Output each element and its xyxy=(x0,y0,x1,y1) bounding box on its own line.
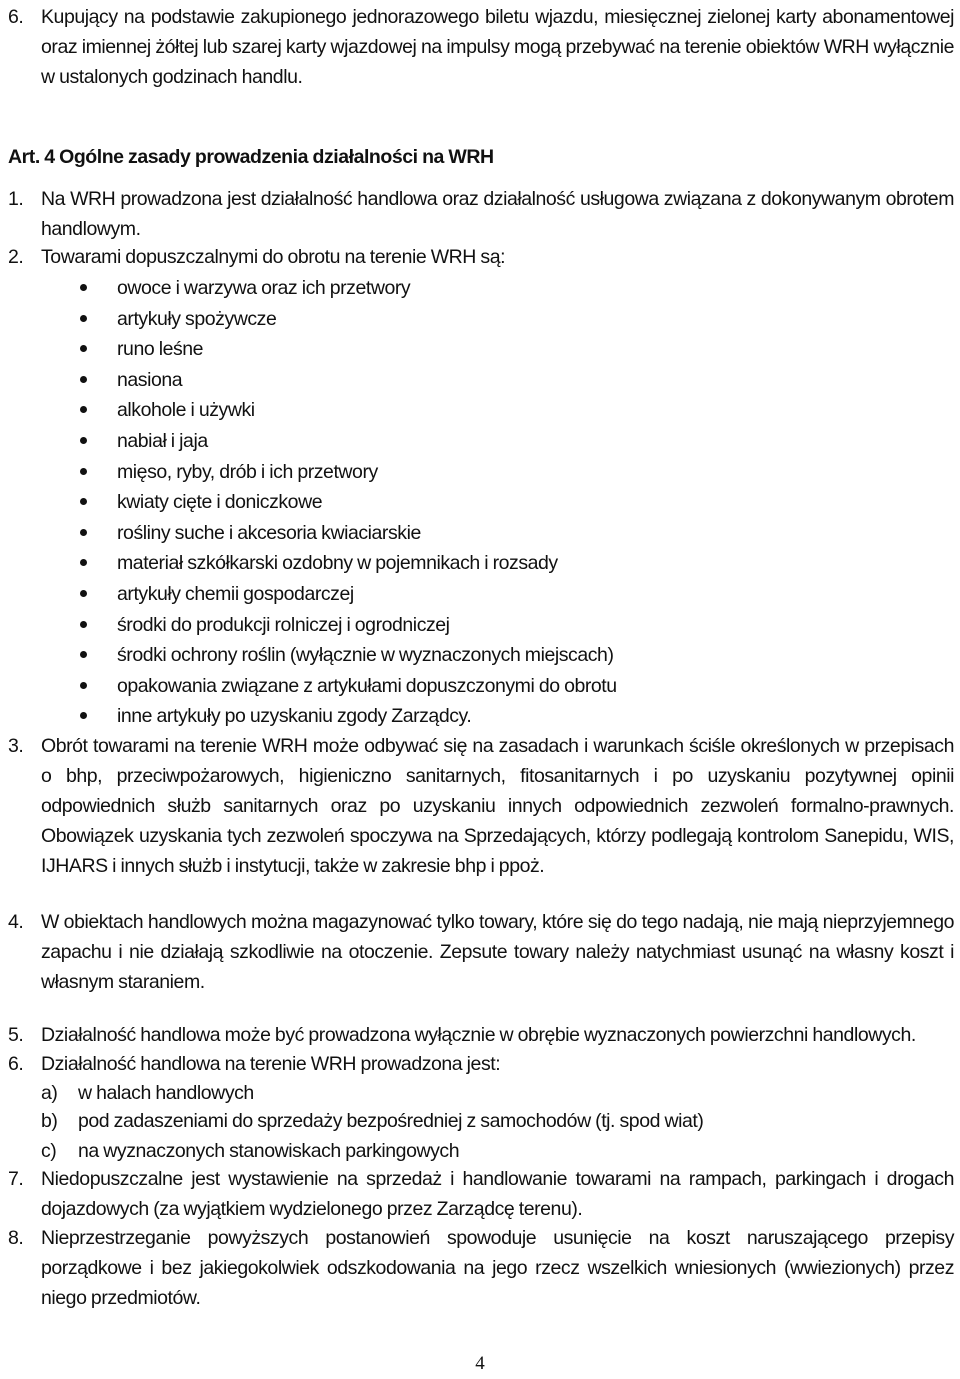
item-number: 1. xyxy=(8,188,24,210)
list-item: artykuły chemii gospodarczej xyxy=(80,579,617,610)
list-item: inne artykuły po uzyskaniu zgody Zarządcy. xyxy=(80,701,617,732)
item-number: 3. xyxy=(8,735,24,757)
item-text: Nieprzestrzeganie powyższych postanowień spowoduje usunięcie na koszt naruszającego przepisy porządkowe i bez jakiegokolwiek odszkodowania na jego rzecz wszelkich wniesionych (wwiezionych) przez niego przedmiotów. xyxy=(41,1227,954,1309)
list-item: środki do produkcji rolniczej i ogrodniczej xyxy=(80,610,617,641)
list-item: materiał szkółkarski ozdobny w pojemnikach i rozsady xyxy=(80,548,617,579)
list-item: owoce i warzywa oraz ich przetwory xyxy=(80,273,617,304)
item-number: 7. xyxy=(8,1168,24,1190)
place-text: pod zadaszeniami do sprzedaży bezpośredniej z samochodów (tj. spod wiat) xyxy=(78,1110,704,1132)
list-item: opakowania związane z artykułami dopuszczonymi do obrotu xyxy=(80,671,617,702)
item-text: Obrót towarami na terenie WRH może odbywać się na zasadach i warunkach ściśle określonych w przepisach o bhp, przeciwpożarowych, higieniczno sanitarnych, fitosanitarnych i po uzyskaniu pozytywnej opinii odpowiednich służb sanitarnych oraz po uzyskaniu innych odpowiednich zezwoleń formalno-prawnych. Obowiązek uzyskania tych zezwoleń spoczywa na Sprzedających, którzy podlegają kontrolom Sanepidu, WIS, IJHARS i innych służb i instytucji, także w zakresie bhp i ppoż. xyxy=(41,735,954,877)
bullet-icon xyxy=(80,406,87,413)
place-letter: a) xyxy=(41,1082,58,1104)
place-c xyxy=(41,1136,459,1166)
item-number: 4. xyxy=(8,911,24,933)
page-number: 4 xyxy=(475,1353,485,1374)
list-item: mięso, ryby, drób i ich przetwory xyxy=(80,457,617,488)
item-7 xyxy=(8,1164,954,1224)
place-letter: c) xyxy=(41,1140,57,1162)
item-8 xyxy=(8,1223,954,1313)
place-text: na wyznaczonych stanowiskach parkingowych xyxy=(78,1140,460,1162)
place-b xyxy=(41,1106,703,1136)
item-text: Niedopuszczalne jest wystawienie na sprzedaż i handlowanie towarami na rampach, parkingach i drogach dojazdowych (za wyjątkiem wydzielonego przez Zarządcę terenu). xyxy=(41,1168,954,1220)
list-item: alkohole i używki xyxy=(80,395,617,426)
list-item: kwiaty cięte i doniczkowe xyxy=(80,487,617,518)
place-a xyxy=(41,1078,254,1108)
bullet-icon xyxy=(80,651,87,658)
list-item: runo leśne xyxy=(80,334,617,365)
article-heading: Art. 4 Ogólne zasady prowadzenia działalności na WRH xyxy=(8,146,494,168)
item-number: 5. xyxy=(8,1024,24,1046)
item-number: 2. xyxy=(8,246,24,268)
goods-list xyxy=(80,273,617,732)
list-item: artykuły spożywcze xyxy=(80,304,617,335)
bullet-icon xyxy=(80,682,87,689)
item-number: 6. xyxy=(8,1053,24,1075)
place-text: w halach handlowych xyxy=(78,1082,254,1104)
list-item: rośliny suche i akcesoria kwiaciarskie xyxy=(80,518,617,549)
bullet-icon xyxy=(80,315,87,322)
bullet-icon xyxy=(80,621,87,628)
item-4 xyxy=(8,907,954,997)
bullet-icon xyxy=(80,468,87,475)
list-item: nabiał i jaja xyxy=(80,426,617,457)
bullet-icon xyxy=(80,590,87,597)
bullet-icon xyxy=(80,376,87,383)
place-letter: b) xyxy=(41,1110,58,1132)
item-number: 6. xyxy=(8,6,24,28)
item-2 xyxy=(8,242,954,272)
bullet-icon xyxy=(80,437,87,444)
item-5 xyxy=(8,1020,954,1050)
item-number: 8. xyxy=(8,1227,24,1249)
bullet-icon xyxy=(80,284,87,291)
list-item: nasiona xyxy=(80,365,617,396)
item-text: W obiektach handlowych można magazynować tylko towary, które się do tego nadają, nie mają nieprzyjemnego zapachu i nie działają szkodliwie na otoczenie. Zepsute towary należy natychmiast usunąć na własny koszt i własnym staraniem. xyxy=(41,911,954,993)
paragraph-6-entry-rules xyxy=(8,2,954,92)
item-text: Towarami dopuszczalnymi do obrotu na terenie WRH są: xyxy=(41,246,506,268)
item-text: Na WRH prowadzona jest działalność handlowa oraz działalność usługowa związana z dokonywanym obrotem handlowym. xyxy=(41,188,954,240)
item-1 xyxy=(8,184,954,244)
bullet-icon xyxy=(80,345,87,352)
bullet-icon xyxy=(80,498,87,505)
item-text: Działalność handlowa na terenie WRH prowadzona jest: xyxy=(41,1053,501,1075)
item-text: Kupujący na podstawie zakupionego jednorazowego biletu wjazdu, miesięcznej zielonej karty abonamentowej oraz imiennej żółtej lub szarej karty wjazdowej na impulsy mogą przebywać na terenie obiektów WRH wyłącznie w ustalonych godzinach handlu. xyxy=(41,6,954,88)
bullet-icon xyxy=(80,559,87,566)
item-6 xyxy=(8,1049,954,1079)
bullet-icon xyxy=(80,712,87,719)
item-3 xyxy=(8,731,954,881)
item-text: Działalność handlowa może być prowadzona wyłącznie w obrębie wyznaczonych powierzchni handlowych. xyxy=(41,1024,916,1046)
bullet-icon xyxy=(80,529,87,536)
list-item: środki ochrony roślin (wyłącznie w wyznaczonych miejscach) xyxy=(80,640,617,671)
